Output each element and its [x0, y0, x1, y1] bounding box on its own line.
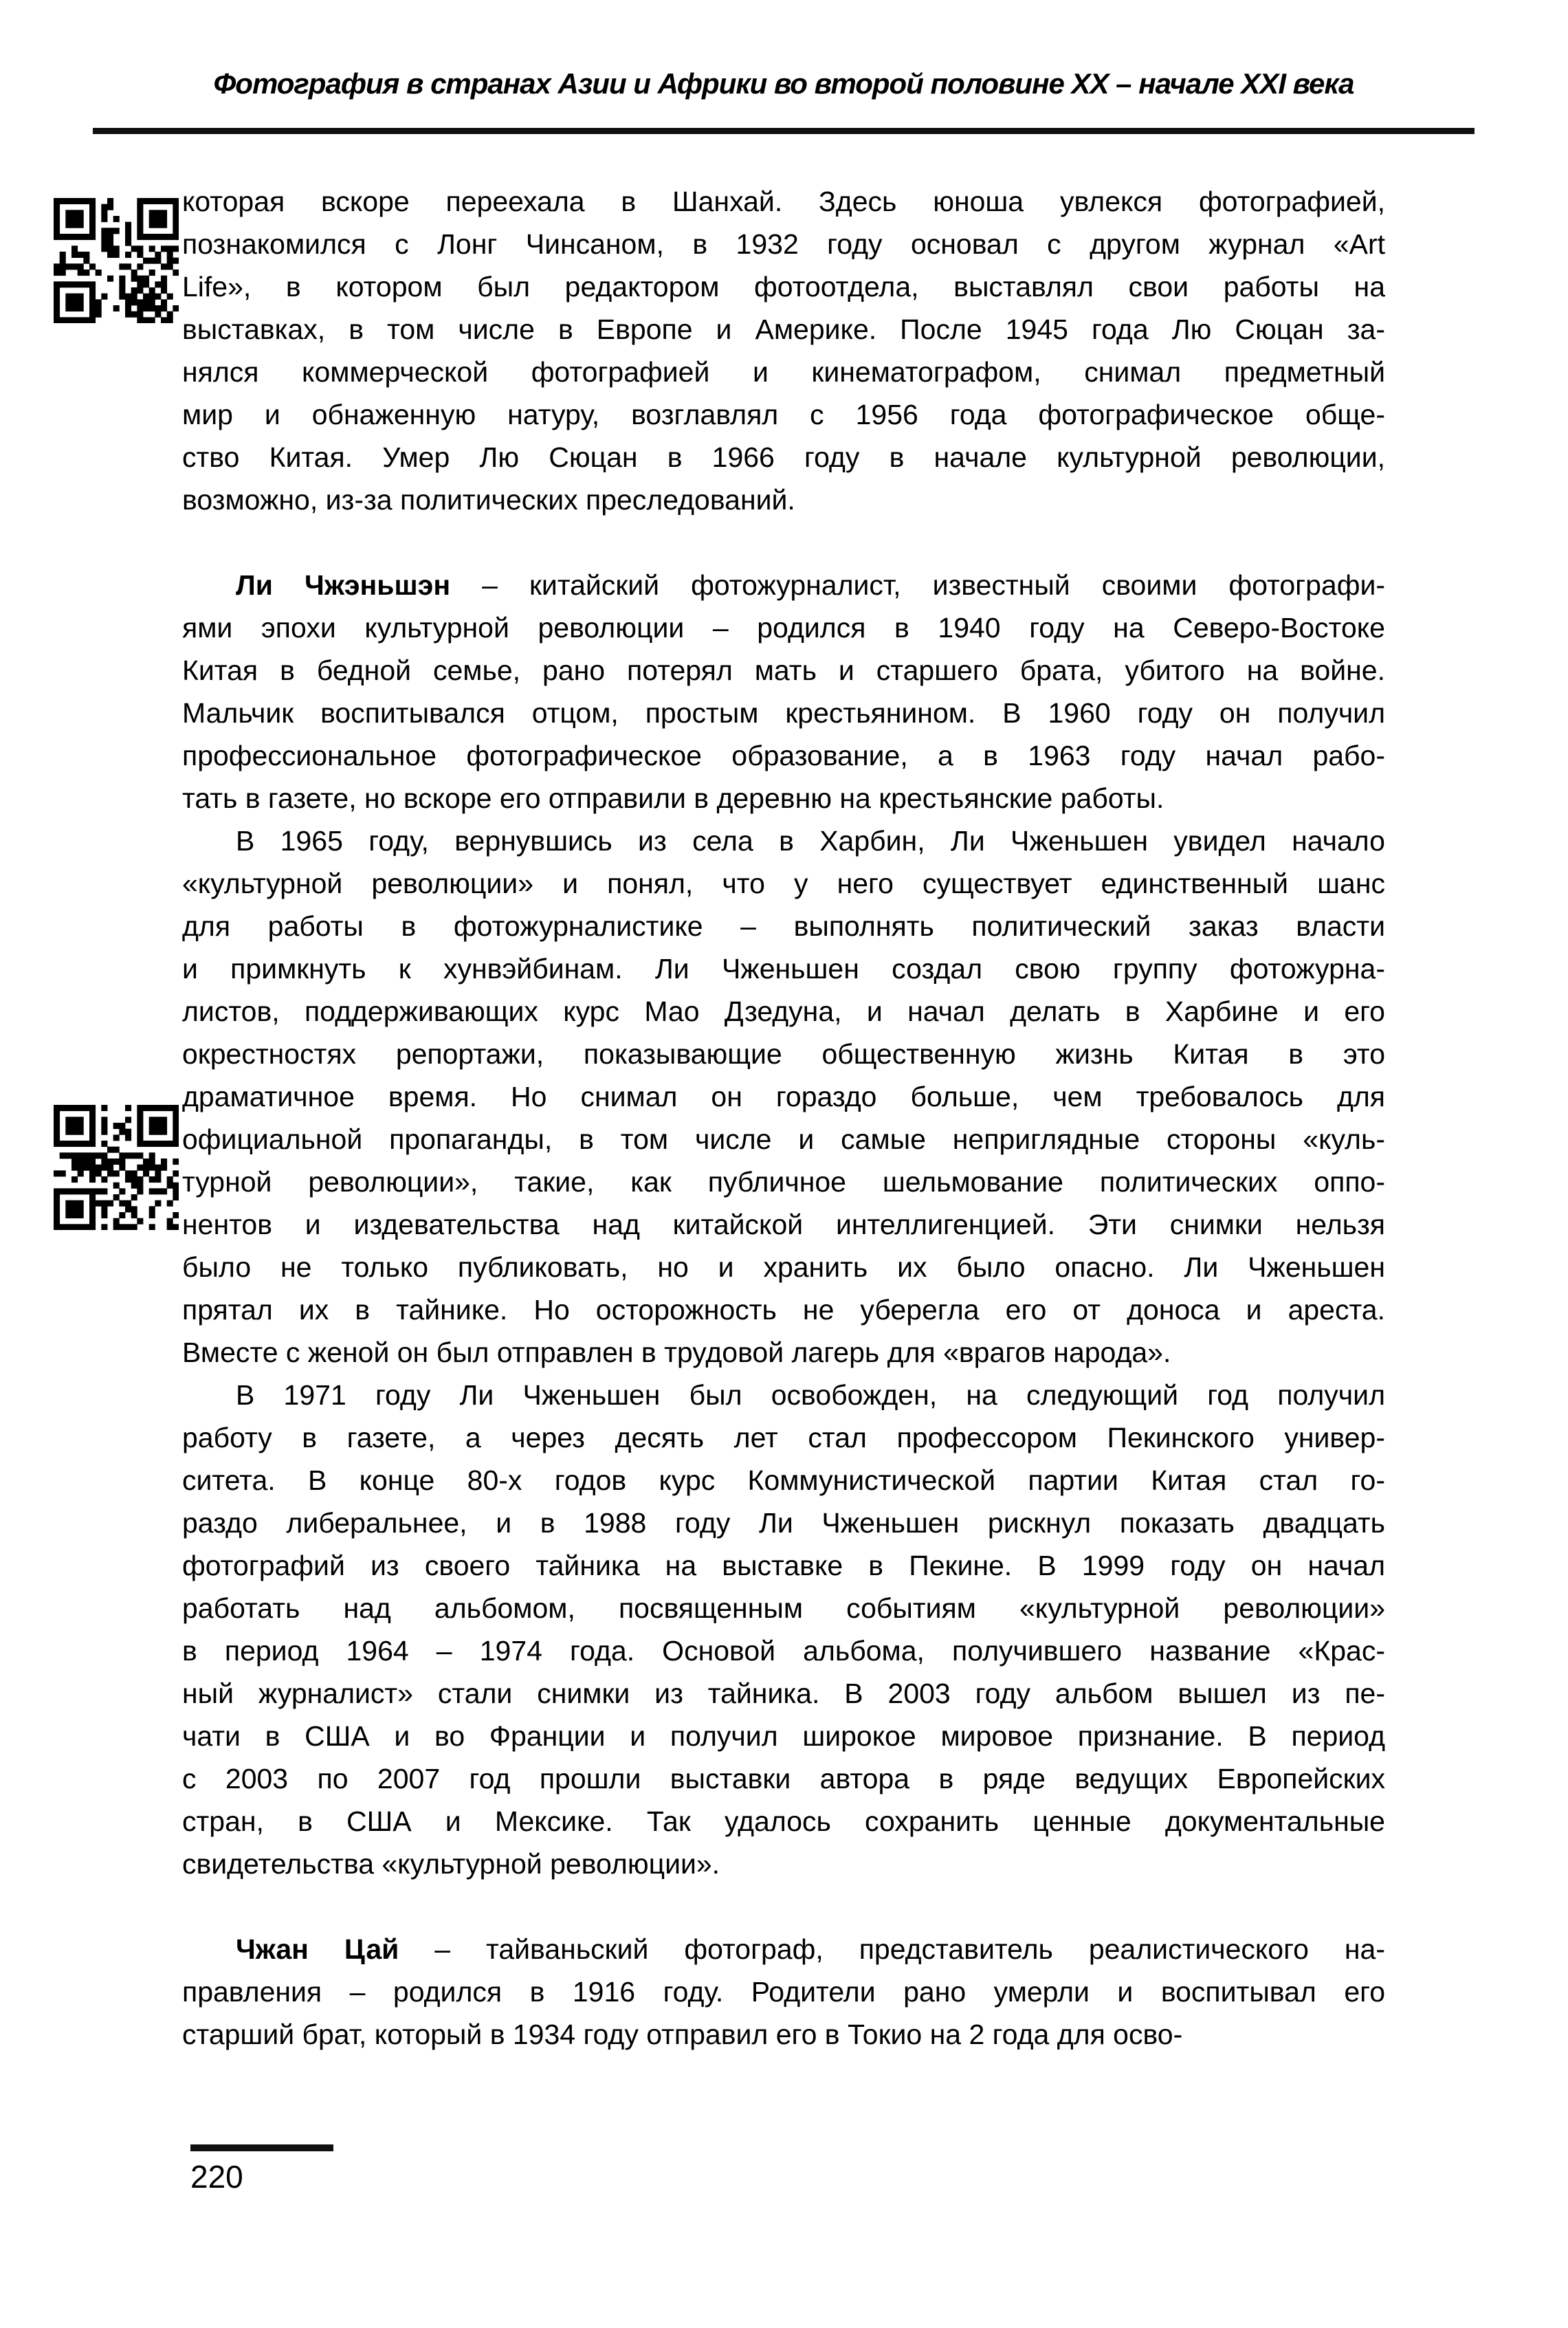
text-line: «культурной революции» и понял, что у него существует единственный шанс: [182, 868, 1385, 899]
text-line: свидетельства «культурной революции».: [182, 1848, 720, 1880]
text-line: тать в газете, но вскоре его отправили в деревню на крестьянские работы.: [182, 782, 1164, 814]
text-line: нялся коммерческой фотографией и кинематографом, снимал предметный: [182, 356, 1385, 388]
text-line: фотографий из своего тайника на выставке в Пекине. В 1999 году он начал: [182, 1550, 1385, 1581]
text-line: официальной пропаганды, в том числе и самые неприглядные стороны «куль-: [182, 1123, 1385, 1155]
text-line: окрестностях репортажи, показывающие общественную жизнь Китая в это: [182, 1038, 1385, 1070]
qr-code-icon: [54, 198, 179, 323]
text-line: с 2003 по 2007 год прошли выставки автора в ряде ведущих Европейских: [182, 1763, 1385, 1794]
text-line: познакомился с Лонг Чинсаном, в 1932 году основал с другом журнал «Art: [182, 228, 1385, 260]
text-line: для работы в фотожурналистике – выполнять политический заказ власти: [182, 910, 1385, 942]
header-rule: [93, 128, 1475, 134]
text-line: работать над альбомом, посвященным событиям «культурной революции»: [182, 1592, 1385, 1624]
text-line: В 1965 году, вернувшись из села в Харбин, Ли Чженьшен увидел начало: [236, 825, 1385, 857]
text-line: старший брат, который в 1934 году отправил его в Токио на 2 года для осво-: [182, 2019, 1183, 2050]
text-line: нентов и издевательства над китайской интеллигенцией. Эти снимки нельзя: [182, 1209, 1385, 1240]
running-header: Фотография в странах Азии и Африки во второй половине XX – начале XXI века: [213, 67, 1354, 100]
text-line: правления – родился в 1916 году. Родители рано умерли и воспитывал его: [182, 1976, 1385, 2008]
text-line: которая вскоре переехала в Шанхай. Здесь юноша увлекся фотографией,: [182, 186, 1385, 217]
text-line: ный журналист» стали снимки из тайника. В 2003 году альбом вышел из пе-: [182, 1678, 1385, 1709]
text-line: Мальчик воспитывался отцом, простым крестьянином. В 1960 году он получил: [182, 697, 1385, 729]
text-line: Чжан Цай – тайваньский фотограф, представитель реалистического на-: [236, 1933, 1385, 1965]
text-line: турной революции», такие, как публичное шельмование политических оппо-: [182, 1166, 1385, 1198]
page-body: [182, 180, 1385, 2056]
paragraph-4: [182, 1374, 1385, 1885]
text-line: выставках, в том числе в Европе и Америке. После 1945 года Лю Сюцан за-: [182, 314, 1385, 345]
text-line: чати в США и во Франции и получил широкое мировое признание. В период: [182, 1720, 1385, 1752]
paragraph-2: [182, 564, 1385, 820]
text-line: работу в газете, а через десять лет стал профессором Пекинского универ-: [182, 1422, 1385, 1453]
footer-rule: [190, 2144, 333, 2151]
text-line: ситета. В конце 80-х годов курс Коммунистической партии Китая стал го-: [182, 1464, 1385, 1496]
page-number: 220: [190, 2159, 243, 2195]
text-line: в период 1964 – 1974 года. Основой альбома, получившего название «Крас-: [182, 1635, 1385, 1667]
text-line: мир и обнаженную натуру, возглавлял с 1956 года фотографическое обще-: [182, 399, 1385, 430]
paragraph-3: [182, 820, 1385, 1374]
text-line: В 1971 году Ли Чженьшен был освобожден, на следующий год получил: [236, 1379, 1385, 1411]
text-line: и примкнуть к хунвэйбинам. Ли Чженьшен создал свою группу фотожурна-: [182, 953, 1385, 985]
text-line: было не только публиковать, но и хранить их было опасно. Ли Чженьшен: [182, 1251, 1385, 1283]
text-line: прятал их в тайнике. Но осторожность не уберегла его от доноса и ареста.: [182, 1294, 1385, 1326]
text-line: драматичное время. Но снимал он гораздо больше, чем требовалось для: [182, 1081, 1385, 1112]
paragraph-5: [182, 1928, 1385, 2056]
text-line: ство Китая. Умер Лю Сюцан в 1966 году в начале культурной революции,: [182, 441, 1385, 473]
person-name: Чжан Цай: [236, 1933, 399, 1965]
text-line: Китая в бедной семье, рано потерял мать и старшего брата, убитого на войне.: [182, 655, 1385, 686]
text-line: Ли Чжэньшэн – китайский фотожурналист, известный своими фотографи-: [236, 569, 1385, 601]
text-line: возможно, из-за политических преследований.: [182, 484, 795, 516]
qr-code-icon: [54, 1105, 179, 1230]
text-line: Вместе с женой он был отправлен в трудовой лагерь для «врагов народа».: [182, 1337, 1171, 1368]
person-name: Ли Чжэньшэн: [236, 569, 451, 601]
paragraph-1: [182, 180, 1385, 521]
text-line: Life», в котором был редактором фотоотдела, выставлял свои работы на: [182, 271, 1385, 303]
text-line: ями эпохи культурной революции – родился в 1940 году на Северо-Востоке: [182, 612, 1385, 644]
text-line: раздо либеральнее, и в 1988 году Ли Чженьшен рискнул показать двадцать: [182, 1507, 1385, 1539]
text-line: листов, поддерживающих курс Мао Дзедуна, и начал делать в Харбине и его: [182, 996, 1385, 1027]
text-line: стран, в США и Мексике. Так удалось сохранить ценные документальные: [182, 1805, 1385, 1837]
text-line: профессиональное фотографическое образование, а в 1963 году начал рабо-: [182, 740, 1385, 771]
